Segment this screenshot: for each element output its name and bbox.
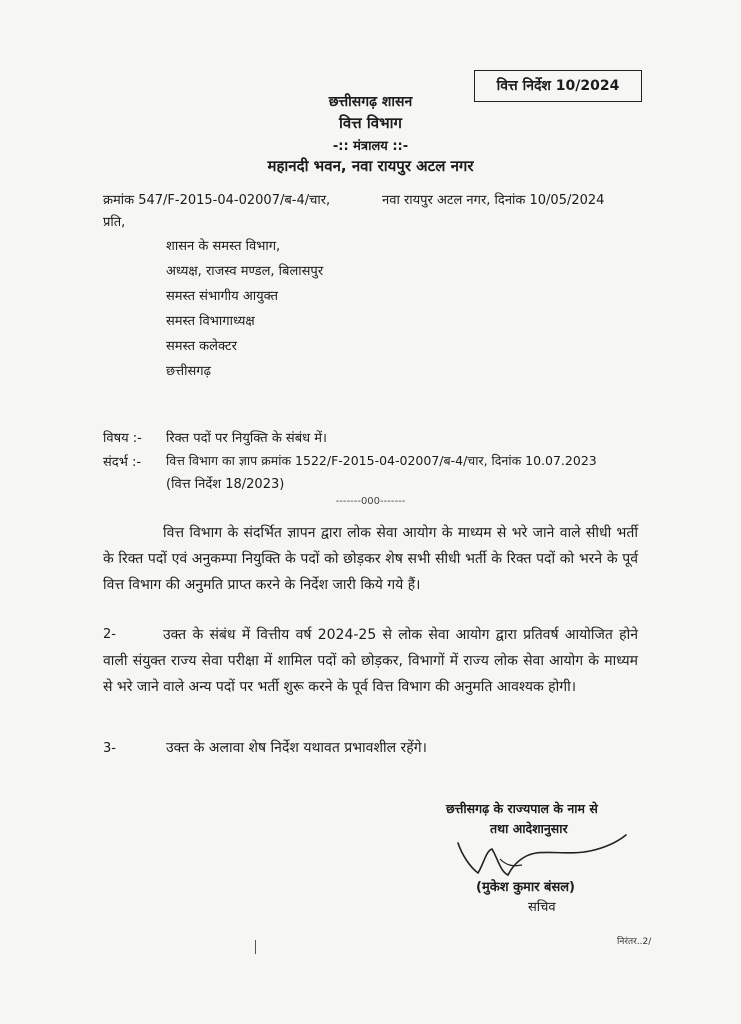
paragraph-2: उक्त के संबंध में वित्तीय वर्ष 2024-25 से लोक सेवा आयोग द्वारा प्रतिवर्ष आयोजित होने वाली संयुक्त राज्य सेवा परीक्षा में शामिल पदों को छोड़कर, विभागों में राज्य लोक सेवा आयोग के माध्यम से भरे जाने वाले अन्य पदों पर भर्ती शुरू करने के पूर्व वित्त विभाग की अनुमति आवश्यक होगी।: [103, 627, 638, 695]
reference-line-2: (वित्त निर्देश 18/2023): [166, 477, 285, 492]
signature-authority-line-2: तथा आदेशानुसार: [490, 821, 568, 836]
subject-text: रिक्त पदों पर नियुक्ति के संबंध में।: [166, 431, 327, 446]
header-department: वित्त विभाग: [339, 114, 402, 132]
stray-mark: [255, 940, 256, 954]
recipient-item: समस्त विभागाध्यक्ष: [166, 314, 255, 329]
paragraph-3-number: 3-: [103, 741, 116, 756]
reference-box: वित्त निर्देश 10/2024: [474, 70, 642, 102]
signature-authority-line-1: छत्तीसगढ़ के राज्यपाल के नाम से: [446, 801, 598, 816]
reference-label: संदर्भ :-: [103, 455, 142, 470]
recipient-item: शासन के समस्त विभाग,: [166, 239, 281, 254]
memo-place-date: नवा रायपुर अटल नगर, दिनांक 10/05/2024: [382, 193, 605, 208]
signatory-name: (मुकेश कुमार बंसल): [476, 880, 575, 895]
paragraph-3: उक्त के अलावा शेष निर्देश यथावत प्रभावशील रहेंगे।: [166, 740, 427, 756]
separator: -------000-------: [335, 496, 406, 507]
subject-label: विषय :-: [103, 431, 142, 446]
header-address: महानदी भवन, नवा रायपुर अटल नगर: [267, 157, 474, 175]
header-government: छत्तीसगढ़ शासन: [328, 94, 413, 110]
to-label: प्रति,: [103, 215, 126, 230]
recipient-item: समस्त कलेक्टर: [166, 339, 237, 354]
reference-line-1: वित्त विभाग का ज्ञाप क्रमांक 1522/F-2015-04-02007/ब-4/चार, दिनांक 10.07.2023: [166, 453, 597, 468]
memo-number: क्रमांक 547/F-2015-04-02007/ब-4/चार,: [103, 193, 331, 208]
recipient-item: अध्यक्ष, राजस्व मण्डल, बिलासपुर: [166, 264, 324, 279]
paragraph-1: वित्त विभाग के संदर्भित ज्ञापन द्वारा लोक सेवा आयोग के माध्यम से भरे जाने वाले सीधी भर्ती के रिक्त पदों एवं अनुकम्पा नियुक्ति के पदों को छोड़कर शेष सभी सीधी भर्ती के रिक्त पदों को भरने के पूर्व वित्त विभाग की अनुमति प्राप्त करने के निर्देश जारी किये गये हैं।: [103, 525, 638, 593]
recipient-item: छत्तीसगढ़: [166, 364, 211, 379]
continuation-note: निरंतर..2/: [617, 937, 652, 947]
header-ministry: -:: मंत्रालय ::-: [332, 139, 409, 154]
signatory-designation: सचिव: [528, 900, 556, 915]
paragraph-2-number: 2-: [103, 627, 116, 642]
recipient-item: समस्त संभागीय आयुक्त: [166, 289, 279, 304]
